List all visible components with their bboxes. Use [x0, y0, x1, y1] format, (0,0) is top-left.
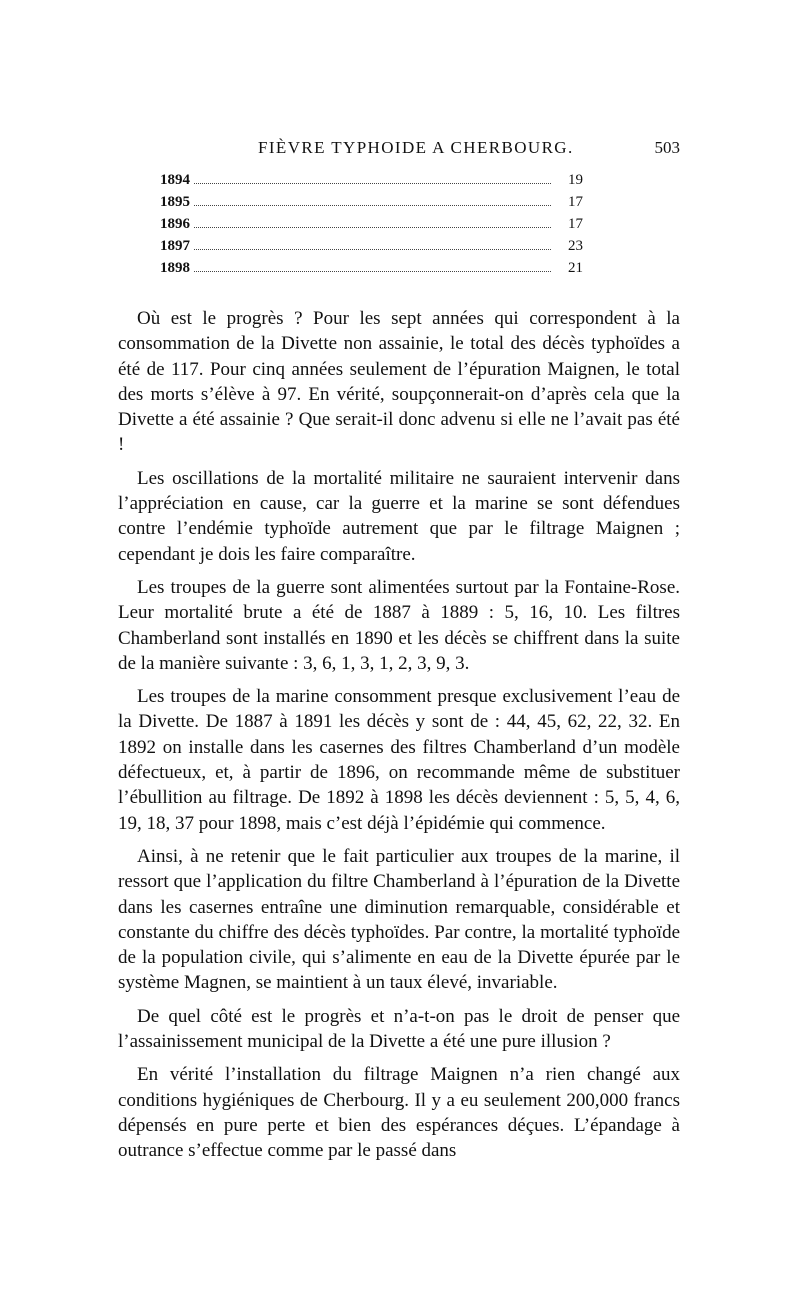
dot-leader: [194, 248, 551, 250]
death-count: 21: [568, 260, 583, 276]
death-count: 23: [568, 238, 583, 254]
dot-leader: [194, 270, 551, 272]
running-head: [118, 138, 680, 168]
book-page: [118, 138, 680, 1172]
table-row: [160, 238, 583, 260]
body-text: [118, 306, 680, 1164]
table-row: [160, 194, 583, 216]
table-row: [160, 216, 583, 238]
paragraph: Les troupes de la guerre sont alimentées surtout par la Fontaine-Rose. Leur mortalité brute a été de 1887 à 1889 : 5, 16, 10. Les filtres Chamberland sont installés en 1890 et les décès se chiffrent dans la suite de la manière suivante : 3, 6, 1, 3, 1, 2, 3, 9, 3.: [118, 576, 680, 674]
death-count: 17: [568, 216, 583, 232]
page-number: 503: [654, 138, 680, 157]
table-row: [160, 172, 583, 194]
year-label: 1897: [160, 238, 190, 254]
paragraph: Ainsi, à ne retenir que le fait particulier aux troupes de la marine, il ressort que l’application du filtre Chamberland à l’épuration de la Divette dans les casernes entraîne une diminution remarquable, considérable et constante du chiffre des décès typhoïdes. Par contre, la mortalité typhoïde de la population civile, qui s’alimente en eau de la Divette épurée par le système Magnen, se maintient à un taux élevé, invariable.: [118, 845, 680, 994]
year-label: 1898: [160, 260, 190, 276]
dot-leader: [194, 204, 551, 206]
paragraph: Où est le progrès ? Pour les sept années qui correspondent à la consommation de la Divette non assainie, le total des décès typhoïdes a été de 117. Pour cinq années seulement de l’épuration Maignen, le total des morts s’élève à 97. En vérité, soupçonnerait-on d’après cela que la Divette a été assainie ? Que serait-il donc advenu si elle ne l’avait pas été !: [118, 308, 680, 456]
table-row: [160, 260, 583, 282]
paragraph: Les oscillations de la mortalité militaire ne sauraient intervenir dans l’appréciation en cause, car la guerre et la marine se sont défendues contre l’endémie typhoïde autrement que par le filtrage Maignen ; cependant je dois les faire comparaître.: [118, 467, 680, 565]
paragraph: Les troupes de la marine consomment presque exclusivement l’eau de la Divette. De 1887 à 1891 les décès y sont de : 44, 45, 62, 22, 32. En 1892 on installe dans les casernes des filtres Chamberland d’un modèle défectueux, et, à partir de 1896, on recommande même de substituer l’ébullition au filtrage. De 1892 à 1898 les décès deviennent : 5, 5, 4, 6, 19, 18, 37 pour 1898, mais c’est déjà l’épidémie qui commence.: [118, 686, 680, 834]
paragraph: De quel côté est le progrès et n’a-t-on pas le droit de penser que l’assainissement municipal de la Divette a été une pure illusion ?: [118, 1005, 680, 1053]
death-count: 17: [568, 194, 583, 210]
year-label: 1895: [160, 194, 190, 210]
year-label: 1894: [160, 172, 190, 188]
dot-leader: [194, 182, 551, 184]
running-title: FIÈVRE TYPHOIDE A CHERBOURG.: [258, 138, 574, 157]
death-count: 19: [568, 172, 583, 188]
dot-leader: [194, 226, 551, 228]
paragraph: En vérité l’installation du filtrage Maignen n’a rien changé aux conditions hygiéniques de Cherbourg. Il y a eu seulement 200,000 francs dépensés en pure perte et bien des espérances déçues. L’épandage à outrance s’effectue comme par le passé dans: [118, 1064, 680, 1162]
deaths-by-year-table: [160, 172, 583, 282]
year-label: 1896: [160, 216, 190, 232]
